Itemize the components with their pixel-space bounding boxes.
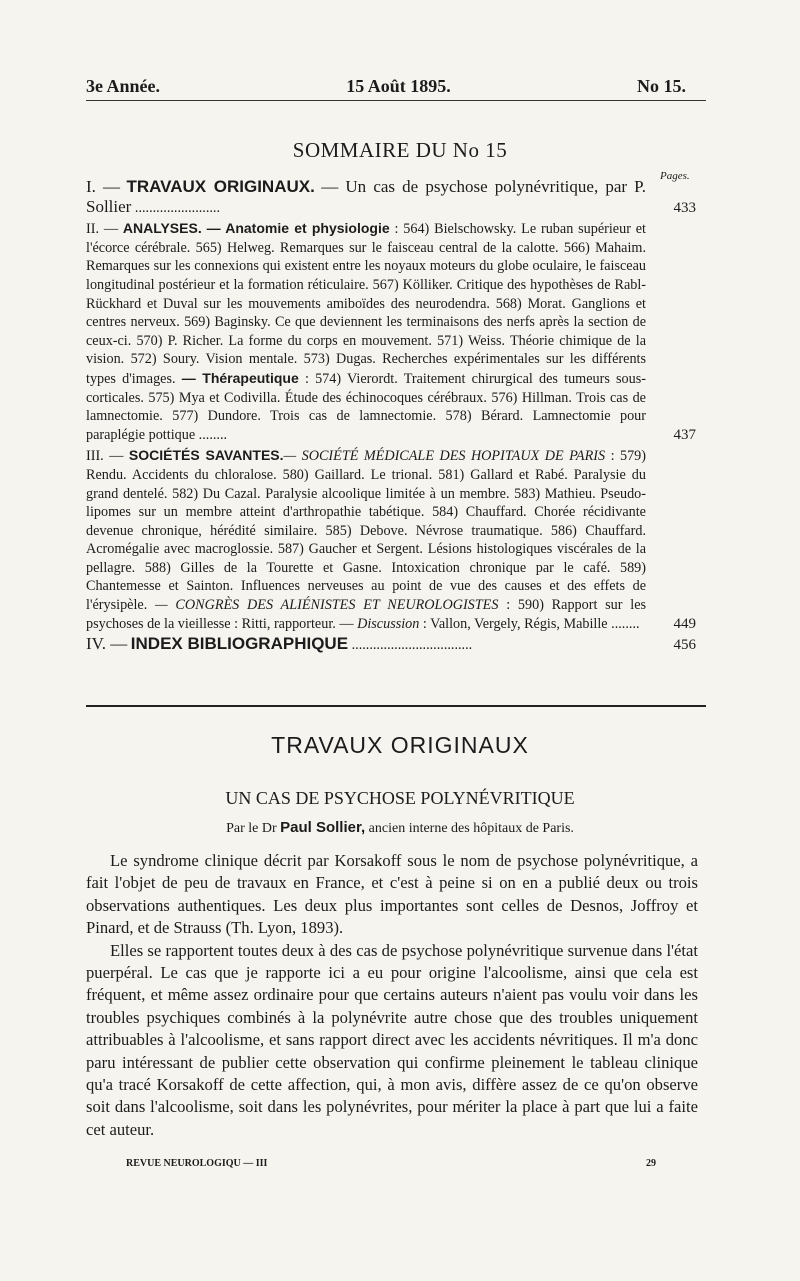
- toc-entry-travaux[interactable]: I. — TRAVAUX ORIGINAUX. — Un cas de psychose polynévritique, par P. Sollier ........................ 433: [86, 177, 696, 216]
- discussion-label: Discussion: [357, 615, 420, 632]
- toc-entry-page: 456: [673, 637, 696, 654]
- section-title: TRAVAUX ORIGINAUX: [271, 732, 529, 758]
- toc-entry-number: I. —: [86, 177, 121, 196]
- author-name: Paul Sollier,: [280, 819, 366, 836]
- toc-subsection-title: — Anatomie et physiologie: [206, 220, 390, 237]
- toc-subsection-title: — Thérapeutique: [181, 369, 299, 386]
- byline-prefix: Par le Dr: [226, 821, 277, 836]
- toc-entry-analyses[interactable]: II. — ANALYSES. — Anatomie et physiologie : 564) Bielschowsky. Le ruban supérieur et l'écorce cérébrale. 565) Helweg. Remarques sur le faisceau central de la calotte. 566) Mahaim. Remarques sur les connexions qui existent entre les noyaux moteurs du globe oculaire, le faisceau longitudinal postérieur et la formation réticulaire. 567) Kölliker. Critique des hypothèses de Rabl-Rückhard et Duval sur les mouvements amiboïdes des neurodendra. 568) Morat. Ganglions et centres nerveux. 569) Baginsky. Ce que deviennent les terminaisons des nerfs après la section de ceux-ci. 570) P. Richer. La forme du corps en mouvement. 571) Weiss. Théorie chimique de la vision. 572) Soury. Vision mentale. 573) Dugas. Recherches expérimentales sur les différents types d'images. — Thérapeutique : 574) Vierordt. Traitement chirurgical des tumeurs sous-corticales. 575) Mya et Codivilla. Étude des échinocoques cérébraux. 576) Hillman. Trois cas de lamnectomie. 577) Dundore. Trois cas de lamnectomie. 578) Bérard. Lamnectomie pour paraplégie pottique ........ 437: [86, 220, 696, 443]
- toc-entry-title: INDEX BIBLIOGRAPHIQUE: [130, 634, 349, 654]
- article-body: [86, 850, 698, 1141]
- article-title: UN CAS DE PSYCHOSE POLYNÉVRITIQUE: [225, 788, 575, 808]
- paragraph: Elles se rapportent toutes deux à des cas de psychose polynévritique survenue dans l'état puerpéral. Le cas que je rapporte ici a eu pour origine l'alcoolisme, ainsi que cela est fréquent, et même assez ordinaire pour que certains auteurs n'aient pas voulu voir dans les troubles psychiques combinés à la polynévrite autre chose que des troubles uniquement attribuables à l'alcoolisme, et sans rapport direct avec les accidents névritiques. Il m'a donc paru intéressant de publier cette observation qui confirme pleinement le tableau clinique qu'a tracé Korsakoff de cette affection, qui, à mon avis, diffère assez de ce qu'on observe soit dans l'alcoolisme, soit dans les polynévrites, pour mériter la place à part que lui a faite cet auteur.: [86, 940, 698, 1139]
- toc-entry-number: IV. —: [86, 634, 128, 654]
- toc-entry-page: 433: [673, 199, 696, 216]
- toc-title: SOMMAIRE DU No 15: [292, 138, 508, 162]
- toc-entry-title: TRAVAUX ORIGINAUX.: [126, 177, 315, 196]
- toc-entry-index[interactable]: IV. — INDEX BIBLIOGRAPHIQUE .................................. 456: [86, 634, 696, 654]
- page-footer: [126, 1158, 656, 1169]
- toc-entry-page: 437: [673, 426, 696, 443]
- toc-subsection-title: — SOCIÉTÉ MÉDICALE DES HOPITAUX DE PARIS: [283, 448, 606, 465]
- pages-label: Pages.: [660, 170, 690, 182]
- byline-suffix: ancien interne des hôpitaux de Paris.: [368, 821, 574, 836]
- paragraph: Le syndrome clinique décrit par Korsakoff sous le nom de psychose polynévritique, a fait l'objet de peu de travaux en France, et c'est à peine si on en a publié deux ou trois observations authentiques. Les deux plus importantes sont celles de Desnos, Joffroy et Pinard, et de Strauss (Th. Lyon, 1893).: [86, 851, 698, 938]
- toc-entry-number: III. —: [86, 448, 124, 465]
- byline: [0, 819, 800, 837]
- toc-entry-text: : Vallon, Vergely, Régis, Mabille: [422, 615, 608, 632]
- year-label: 3e Année.: [86, 76, 160, 96]
- toc-subsection-title: — CONGRÈS DES ALIÉNISTES ET NEUROLOGISTES: [155, 597, 499, 614]
- toc-entry-societes[interactable]: III. — SOCIÉTÉS SAVANTES.— SOCIÉTÉ MÉDICALE DES HOPITAUX DE PARIS : 579) Rendu. Accidents du chloralose. 580) Gaillard. Le trional. 581) Gallard et Rabé. Paralysie du grand dentelé. 582) Du Cazal. Paralysie alcoolique limitée à un membre. 583) Mathieu. Pseudo-lipomes sur un membre atteint d'arthropathie tabétique. 584) Chauffard. Chorée récidivante devenue chronique, hérédité similaire. 585) Debove. Névrose traumatique. 586) Chauffard. Acromégalie avec macroglossie. 587) Gaucher et Sergent. Lésions histologiques viscérales de la pellagre. 588) Gilles de la Tourette et Gasne. Intoxication chronique par le café. 589) Chantemesse et Sainton. Influences nerveuses au point de vue des causes et des effets de l'érysipèle. — CONGRÈS DES ALIÉNISTES ET NEUROLOGISTES : 590) Rapport sur les psychoses de la vieillesse : Ritti, rapporteur. — Discussion : Vallon, Vergely, Régis, Mabille ........ 449: [86, 447, 696, 632]
- toc-end-rule: [86, 705, 706, 707]
- issue-label: No 15.: [636, 76, 686, 96]
- toc-entry-text: : 579) Rendu. Accidents du chloralose. 580) Gaillard. Le trional. 581) Gallard et Rabé. Paralysie du grand dentelé. 582) Du Cazal. Paralysie alcoolique limitée à un membre. 583) Mathieu. Pseudo-lipomes sur un membre atteint d'arthropathie tabétique. 584) Chauffard. Chorée récidivante devenue chronique, hérédité similaire. 585) Debove. Névrose traumatique. 586) Chauffard. Acromégalie avec macroglossie. 587) Gaucher et Sergent. Lésions histologiques viscérales de la pellagre. 588) Gilles de la Tourette et Gasne. Intoxication chronique par le café. 589) Chantemesse et Sainton. Influences nerveuses au point de vue des causes et des effets de l'érysipèle.: [86, 448, 647, 614]
- running-head: [86, 76, 686, 97]
- toc-entry-title: ANALYSES.: [122, 220, 202, 237]
- table-of-contents: [86, 178, 696, 657]
- toc-entry-text: : 590) Rapport sur les psychoses de la vieillesse : Ritti, rapporteur. —: [86, 597, 647, 632]
- toc-entry-text: — Un cas de psychose polynévritique, par P. Sollier: [86, 177, 647, 216]
- toc-entry-title: SOCIÉTÉS SAVANTES.: [128, 447, 284, 464]
- toc-entry-number: II. —: [86, 221, 119, 238]
- toc-entry-text: : 564) Bielschowsky. Le ruban supérieur et l'écorce cérébrale. 565) Helweg. Remarques sur le faisceau central de la calotte. 566) Mahaim. Remarques sur les connexions qui existent entre les noyaux moteurs du globe oculaire, le faisceau longitudinal postérieur et la formation réticulaire. 567) Kölliker. Critique des hypothèses de Rabl-Rückhard et Duval sur les mouvements amiboïdes des neurodendra. 568) Morat. Ganglions et centres nerveux. 569) Baginsky. Ce que deviennent les terminaisons des nerfs après la section de ceux-ci. 570) P. Richer. La forme du corps en mouvement. 571) Weiss. Théorie chimique de la vision. 572) Soury. Vision mentale. 573) Dugas. Recherches expérimentales sur les différents types d'images.: [86, 221, 646, 387]
- toc-entry-page: 449: [673, 615, 696, 632]
- date-label: 15 Août 1895.: [346, 76, 451, 96]
- toc-entry-text: : 574) Vierordt. Traitement chirurgical des tumeurs sous-corticales. 575) Mya et Codivilla. Étude des échinocoques cérébraux. 576) Hillman. Trois cas de lamnectomie. 577) Dundore. Trois cas de lamnectomie. 578) Bérard. Lamnectomie pour paraplégie pottique: [86, 370, 646, 443]
- journal-signature: REVUE NEUROLOGIQU — III: [126, 1158, 268, 1169]
- page-number: 29: [646, 1158, 656, 1169]
- header-rule: [86, 100, 706, 101]
